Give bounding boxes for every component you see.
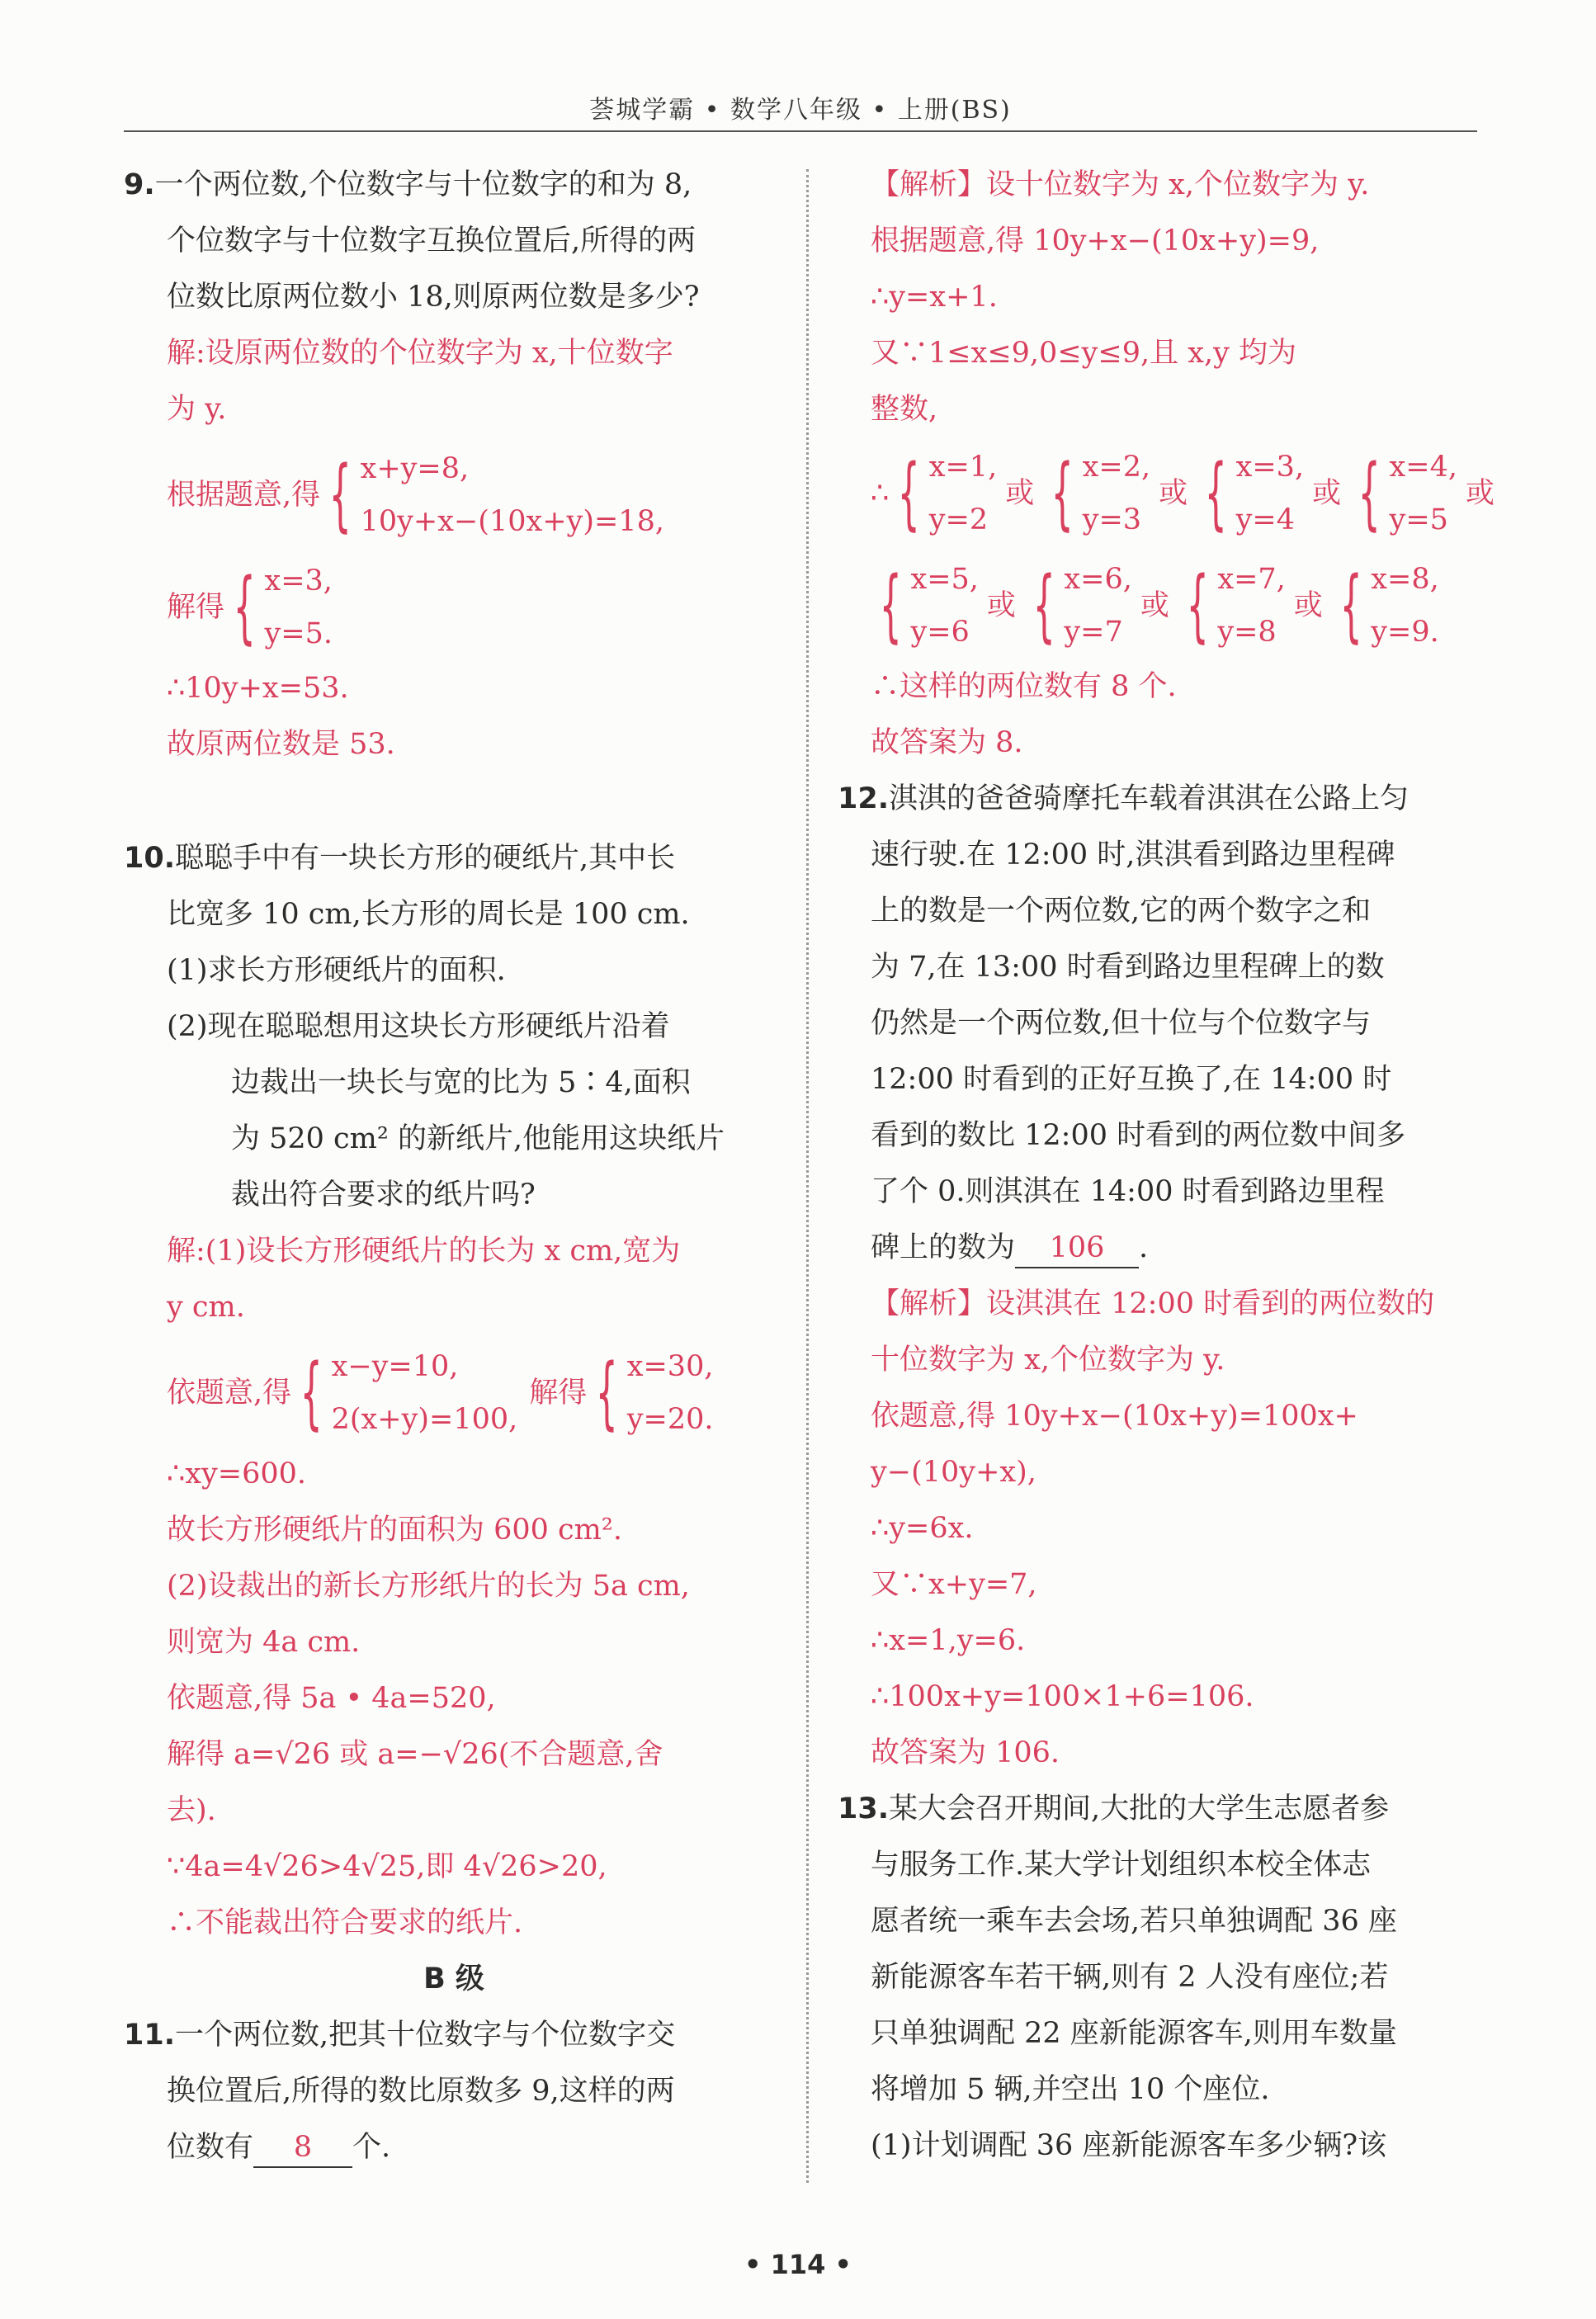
pair-x: x=4,: [1389, 451, 1458, 484]
q12-analysis-1: [871, 1276, 1490, 1332]
q11-pair-1: [889, 441, 997, 546]
q11-analysis-3: ∴y=x+1.: [871, 281, 998, 314]
q12-line-6: 12:00 时看到的正好互换了,在 14:00 时: [871, 1063, 1392, 1096]
q12-line-4: 为 7,在 13:00 时看到路边里程碑上的数: [871, 951, 1385, 984]
q10-part-1: (1)求长方形硬纸片的面积.: [167, 954, 506, 987]
q11-line-1: [124, 2007, 784, 2063]
or-word: 或: [1293, 589, 1323, 622]
column-divider: [806, 169, 809, 2183]
q11-analysis-7: 故答案为 8.: [871, 726, 1023, 759]
q10-number: 10.: [124, 842, 176, 875]
q9-number: 9.: [124, 168, 155, 201]
q10-solution-4: 故长方形硬纸片的面积为 600 cm².: [167, 1514, 623, 1547]
q12-analysis-4: y−(10y+x),: [871, 1456, 1036, 1489]
q9-solution-4: 故原两位数是 53.: [167, 728, 395, 761]
analysis-tag: 【解析】: [871, 1287, 987, 1320]
pair-x: x=5,: [910, 563, 979, 596]
q10-solution-2: y cm.: [167, 1291, 245, 1324]
q11-pair-5: [871, 553, 979, 659]
q11-analysis-5: 整数,: [871, 393, 938, 426]
q11-pair-8: [1331, 553, 1439, 659]
q11-line-3-pre: 位数有: [167, 2131, 254, 2164]
or-word: 或: [1466, 477, 1495, 510]
q12-line-8: 了个 0.则淇淇在 14:00 时看到路边里程: [871, 1175, 1385, 1208]
or-word: 或: [986, 589, 1016, 622]
q10-line-1: [124, 830, 784, 886]
q10-part-2-4: 裁出符合要求的纸片吗?: [231, 1178, 536, 1211]
brace-icon: {: [879, 560, 902, 651]
pair-y: y=5: [1389, 503, 1448, 536]
pair-x: x=2,: [1082, 451, 1151, 484]
q9-line-2: 个位数字与十位数字互换位置后,所得的两: [167, 224, 696, 257]
header-title: 荟城学霸 • 数学八年级 • 上册(BS): [589, 96, 1012, 125]
q9-result-system: [224, 555, 333, 660]
q10-solution-7: 依题意,得 5a • 4a=520,: [167, 1682, 496, 1715]
q10-text: 聪聪手中有一块长方形的硬纸片,其中长: [175, 842, 676, 875]
q13-line-5: 只单独调配 22 座新能源客车,则用车数量: [871, 2017, 1397, 2050]
or-word: 或: [1312, 477, 1342, 510]
brace-icon: {: [328, 449, 352, 541]
brace-icon: {: [1204, 447, 1227, 539]
q11-pair-7: [1178, 553, 1286, 659]
q9-line-3: 位数比原两位数小 18,则原两位数是多少?: [167, 281, 700, 314]
pair-x: x=3,: [1235, 451, 1305, 484]
q11-analysis-4: 又∵1≤x≤9,0≤y≤9,且 x,y 均为: [871, 337, 1297, 370]
analysis-tag: 【解析】: [871, 168, 987, 201]
brace-icon: {: [1051, 447, 1074, 539]
q12-analysis-7: ∴x=1,y=6.: [871, 1624, 1026, 1657]
brace-icon: {: [233, 561, 256, 653]
brace-icon: {: [1358, 447, 1381, 539]
page-number: 114: [770, 2249, 826, 2280]
q10-line-2: 比宽多 10 cm,长方形的周长是 100 cm.: [167, 898, 690, 931]
q12-analysis-2: 十位数字为 x,个位数字为 y.: [871, 1344, 1225, 1377]
q9-eq-1: x+y=8,: [360, 452, 470, 485]
q9-eq-2: 10y+x−(10x+y)=18,: [360, 505, 664, 538]
q11-pair-6: [1024, 553, 1132, 659]
q12-analysis-1-text: 设淇淇在 12:00 时看到的两位数的: [986, 1287, 1435, 1320]
q10-eq-2: 2(x+y)=100,: [331, 1403, 518, 1436]
q11-analysis-2: 根据题意,得 10y+x−(10x+y)=9,: [871, 224, 1320, 257]
pair-y: y=4: [1235, 503, 1295, 536]
q13-line-6: 将增加 5 辆,并空出 10 个座位.: [871, 2073, 1270, 2106]
q12-line-2: 速行驶.在 12:00 时,淇淇看到路边里程碑: [871, 838, 1395, 871]
q11-pair-2: [1042, 441, 1150, 546]
q11-analysis-1-text: 设十位数字为 x,个位数字为 y.: [986, 168, 1370, 201]
q9-line-1: [124, 157, 784, 213]
q10-res-2: y=20.: [626, 1403, 714, 1436]
brace-icon: {: [300, 1347, 323, 1438]
q9-solution-2: 为 y.: [167, 393, 227, 426]
q12-analysis-6: 又∵x+y=7,: [871, 1568, 1037, 1601]
pair-y: y=2: [928, 503, 989, 536]
q9-result: [124, 555, 784, 660]
q9-text: 一个两位数,个位数字与十位数字的和为 8,: [154, 168, 692, 201]
page-footer: • 114 •: [744, 2249, 852, 2280]
brace-icon: {: [1186, 560, 1209, 651]
q10-solution-10: ∵4a=4√26>4√25,即 4√26>20,: [167, 1850, 607, 1883]
pair-x: x=7,: [1217, 563, 1286, 596]
q12-answer-blank: 106: [1015, 1229, 1139, 1268]
q11-number: 11.: [124, 2019, 176, 2052]
q11-pair-3: [1196, 441, 1304, 546]
brace-icon: {: [1339, 560, 1362, 651]
q11-line-3-post: 个.: [352, 2131, 391, 2164]
q10-part-2-1: (2)现在聪聪想用这块长方形硬纸片沿着: [167, 1010, 670, 1043]
q10-solution-6: 则宽为 4a cm.: [167, 1626, 361, 1659]
q11-pairs-row-2: [871, 553, 1490, 659]
level-heading: B 级: [423, 1962, 484, 1995]
pair-y: y=9.: [1371, 616, 1439, 649]
q10-eq-1: x−y=10,: [331, 1350, 459, 1383]
q9-equation-system: [320, 442, 664, 548]
q13-line-3: 愿者统一乘车去会场,若只单独调配 36 座: [871, 1905, 1397, 1938]
q10-result-system: [587, 1340, 713, 1446]
q11-analysis-6: ∴这样的两位数有 8 个.: [871, 670, 1177, 703]
q11-pairs-row-1: [871, 441, 1495, 546]
q12-line-9: [871, 1220, 1490, 1276]
q9-system-label: 根据题意,得: [167, 479, 321, 512]
pair-y: y=8: [1217, 616, 1277, 649]
q12-line-7: 看到的数比 12:00 时看到的两位数中间多: [871, 1119, 1406, 1152]
q10-result-label: 解得: [529, 1377, 588, 1410]
q12-analysis-9: 故答案为 106.: [871, 1736, 1060, 1769]
q13-line-2: 与服务工作.某大学计划组织本校全体志: [871, 1849, 1372, 1882]
or-word: 或: [1140, 589, 1169, 622]
pair-x: x=8,: [1371, 563, 1439, 596]
q10-system-label: 依题意,得: [167, 1377, 292, 1410]
brace-icon: {: [595, 1347, 619, 1438]
q9-solution-3: ∴10y+x=53.: [167, 672, 349, 705]
or-word: 或: [1159, 477, 1188, 510]
pair-y: y=3: [1082, 503, 1142, 536]
q10-solution-1: 解:(1)设长方形硬纸片的长为 x cm,宽为: [167, 1235, 681, 1268]
q10-solution-5: (2)设裁出的新长方形纸片的长为 5a cm,: [167, 1570, 690, 1603]
q12-line-1: [838, 771, 1490, 827]
q9-solution-1: 解:设原两位数的个位数字为 x,十位数字: [167, 337, 673, 370]
right-column: [838, 157, 1495, 2174]
q13-line-4: 新能源客车若干辆,则有 2 人没有座位;若: [871, 1961, 1389, 1994]
therefore-symbol: ∴: [871, 477, 890, 510]
pair-x: x=1,: [928, 451, 998, 484]
q12-last-pre: 碑上的数为: [871, 1231, 1016, 1264]
q10-solution-8: 解得 a=√26 或 a=−√26(不合题意,舍: [167, 1738, 663, 1771]
q9-result-label: 解得: [167, 591, 225, 624]
q12-number: 12.: [838, 782, 890, 815]
q12-analysis-5: ∴y=6x.: [871, 1512, 974, 1545]
q11-pair-4: [1349, 441, 1457, 546]
q12-analysis-8: ∴100x+y=100×1+6=106.: [871, 1680, 1254, 1713]
brace-icon: {: [1032, 560, 1055, 651]
q12-analysis-3: 依题意,得 10y+x−(10x+y)=100x+: [871, 1400, 1358, 1433]
q10-res-1: x=30,: [626, 1350, 714, 1383]
brace-icon: {: [897, 447, 921, 539]
pair-y: y=7: [1064, 616, 1123, 649]
q13-number: 13.: [838, 1792, 890, 1825]
q9-res-1: x=3,: [264, 564, 333, 597]
spacer: [124, 772, 784, 830]
q10-part-2-3: 为 520 cm² 的新纸片,他能用这块纸片: [231, 1122, 725, 1155]
q13-text: 某大会召开期间,大批的大学生志愿者参: [889, 1792, 1390, 1825]
q10-equation-system: [291, 1340, 517, 1446]
q12-line-3: 上的数是一个两位数,它的两个数字之和: [871, 895, 1372, 928]
pair-y: y=6: [910, 616, 970, 649]
or-word: 或: [1005, 477, 1035, 510]
left-column: [124, 157, 784, 2175]
q12-last-post: .: [1139, 1231, 1149, 1264]
q11-line-2: 换位置后,所得的数比原数多 9,这样的两: [167, 2075, 675, 2108]
q9-res-2: y=5.: [264, 617, 333, 650]
q11-analysis-1: [871, 157, 1490, 213]
q13-part-1: (1)计划调配 36 座新能源客车多少辆?该: [871, 2129, 1387, 2162]
q10-solution-9: 去).: [167, 1794, 216, 1827]
q12-text: 淇淇的爸爸骑摩托车载着淇淇在公路上匀: [889, 782, 1409, 815]
q10-solution-3: ∴xy=600.: [167, 1457, 307, 1490]
page-header: [124, 89, 1477, 132]
q12-line-5: 仍然是一个两位数,但十位与个位数字与: [871, 1007, 1372, 1040]
pair-x: x=6,: [1064, 563, 1132, 596]
q13-line-1: [838, 1781, 1490, 1837]
q10-system: [124, 1340, 784, 1446]
q10-part-2-2: 边裁出一块长与宽的比为 5∶4,面积: [231, 1066, 691, 1099]
q10-solution-11: ∴不能裁出符合要求的纸片.: [167, 1906, 523, 1939]
q9-system: [124, 442, 784, 548]
q11-text: 一个两位数,把其十位数字与个位数字交: [175, 2019, 676, 2052]
q11-line-3: [124, 2119, 784, 2175]
q11-answer-blank: 8: [253, 2128, 352, 2168]
